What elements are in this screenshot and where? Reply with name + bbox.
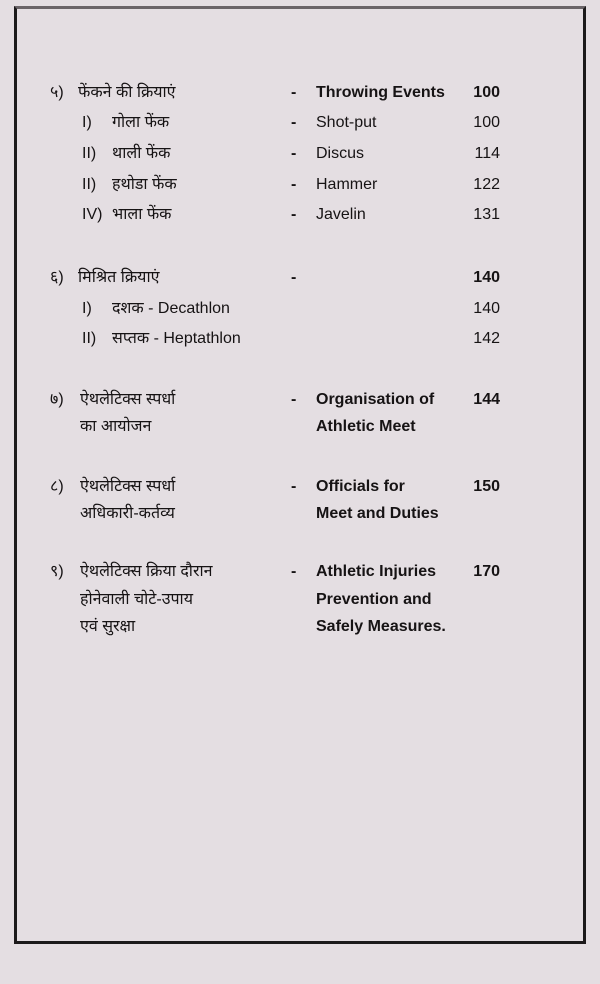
toc-entry-injuries bbox=[0, 559, 600, 585]
separator: - bbox=[291, 478, 297, 495]
hindi-title: गोला फेंक bbox=[112, 114, 170, 131]
separator: - bbox=[291, 391, 297, 408]
english-title-line: Officials for bbox=[316, 478, 405, 495]
hindi-title-line: ऐथलेटिक्स स्पर्धा bbox=[80, 478, 176, 495]
hindi-title: फेंकने की क्रियाएं bbox=[78, 84, 176, 101]
toc-subentry bbox=[0, 202, 600, 228]
hindi-title: थाली फेंक bbox=[112, 145, 171, 162]
section-number: ७) bbox=[50, 391, 64, 408]
hindi-title-line: होनेवाली चोटे-उपाय bbox=[80, 591, 193, 608]
toc-subentry bbox=[0, 110, 600, 136]
toc-entry-organisation bbox=[0, 387, 600, 413]
page-number: 140 bbox=[473, 269, 500, 286]
page-number: 100 bbox=[473, 114, 500, 131]
toc-subentry bbox=[0, 326, 600, 352]
section-number: ९) bbox=[50, 563, 64, 580]
hindi-title-line: ऐथलेटिक्स क्रिया दौरान bbox=[80, 563, 213, 580]
toc-entry-officials bbox=[0, 474, 600, 500]
roman-number: II) bbox=[82, 330, 97, 347]
separator: - bbox=[291, 563, 297, 580]
english-title-line: Organisation of bbox=[316, 391, 435, 408]
english-title-line: Meet and Duties bbox=[316, 505, 439, 522]
page-number: 170 bbox=[473, 563, 500, 580]
toc-entry-continuation bbox=[0, 587, 600, 613]
toc-entry-continuation bbox=[0, 614, 600, 640]
toc-entry-combined-events bbox=[0, 265, 600, 291]
separator: - bbox=[291, 206, 297, 223]
separator: - bbox=[291, 84, 297, 101]
title: दशक - Decathlon bbox=[112, 300, 230, 317]
english-title-line: Athletic Injuries bbox=[316, 563, 437, 580]
english-title-line: Prevention and bbox=[316, 591, 432, 608]
english-title: Hammer bbox=[316, 176, 378, 193]
toc-entry-continuation bbox=[0, 501, 600, 527]
hindi-title-line: का आयोजन bbox=[80, 418, 152, 435]
toc-entry-throwing-events bbox=[0, 80, 600, 106]
page-number: 114 bbox=[474, 145, 500, 162]
hindi-title-line: ऐथलेटिक्स स्पर्धा bbox=[80, 391, 176, 408]
hindi-title: हथोडा फेंक bbox=[112, 176, 177, 193]
english-title: Throwing Events bbox=[316, 84, 445, 101]
page-number: 150 bbox=[473, 478, 500, 495]
section-number: ६) bbox=[50, 269, 64, 286]
roman-number: I) bbox=[82, 300, 92, 317]
english-title-line: Athletic Meet bbox=[316, 418, 416, 435]
toc-subentry bbox=[0, 172, 600, 198]
separator: - bbox=[291, 269, 297, 286]
toc-entry-continuation bbox=[0, 414, 600, 440]
roman-number: I) bbox=[82, 114, 92, 131]
hindi-title-line: अधिकारी-कर्तव्य bbox=[80, 505, 175, 522]
separator: - bbox=[291, 176, 297, 193]
page-number: 140 bbox=[473, 300, 500, 317]
english-title-line: Safely Measures. bbox=[316, 618, 446, 635]
page-number: 144 bbox=[473, 391, 500, 408]
roman-number: IV) bbox=[82, 206, 103, 223]
section-number: ८) bbox=[50, 478, 64, 495]
roman-number: II) bbox=[82, 145, 97, 162]
separator: - bbox=[291, 114, 297, 131]
roman-number: II) bbox=[82, 176, 97, 193]
hindi-title-line: एवं सुरक्षा bbox=[80, 618, 136, 635]
english-title: Shot-put bbox=[316, 114, 377, 131]
separator: - bbox=[291, 145, 297, 162]
toc-subentry bbox=[0, 296, 600, 322]
hindi-title: मिश्रित क्रियाएं bbox=[78, 269, 160, 286]
toc-subentry bbox=[0, 141, 600, 167]
page-number: 142 bbox=[473, 330, 500, 347]
page-number: 100 bbox=[473, 84, 500, 101]
page-number: 131 bbox=[473, 206, 500, 223]
english-title: Javelin bbox=[316, 206, 366, 223]
english-title: Discus bbox=[316, 145, 365, 162]
page-number: 122 bbox=[473, 176, 500, 193]
title: सप्तक - Heptathlon bbox=[112, 330, 241, 347]
section-number: ५) bbox=[50, 84, 64, 101]
hindi-title: भाला फेंक bbox=[112, 206, 172, 223]
